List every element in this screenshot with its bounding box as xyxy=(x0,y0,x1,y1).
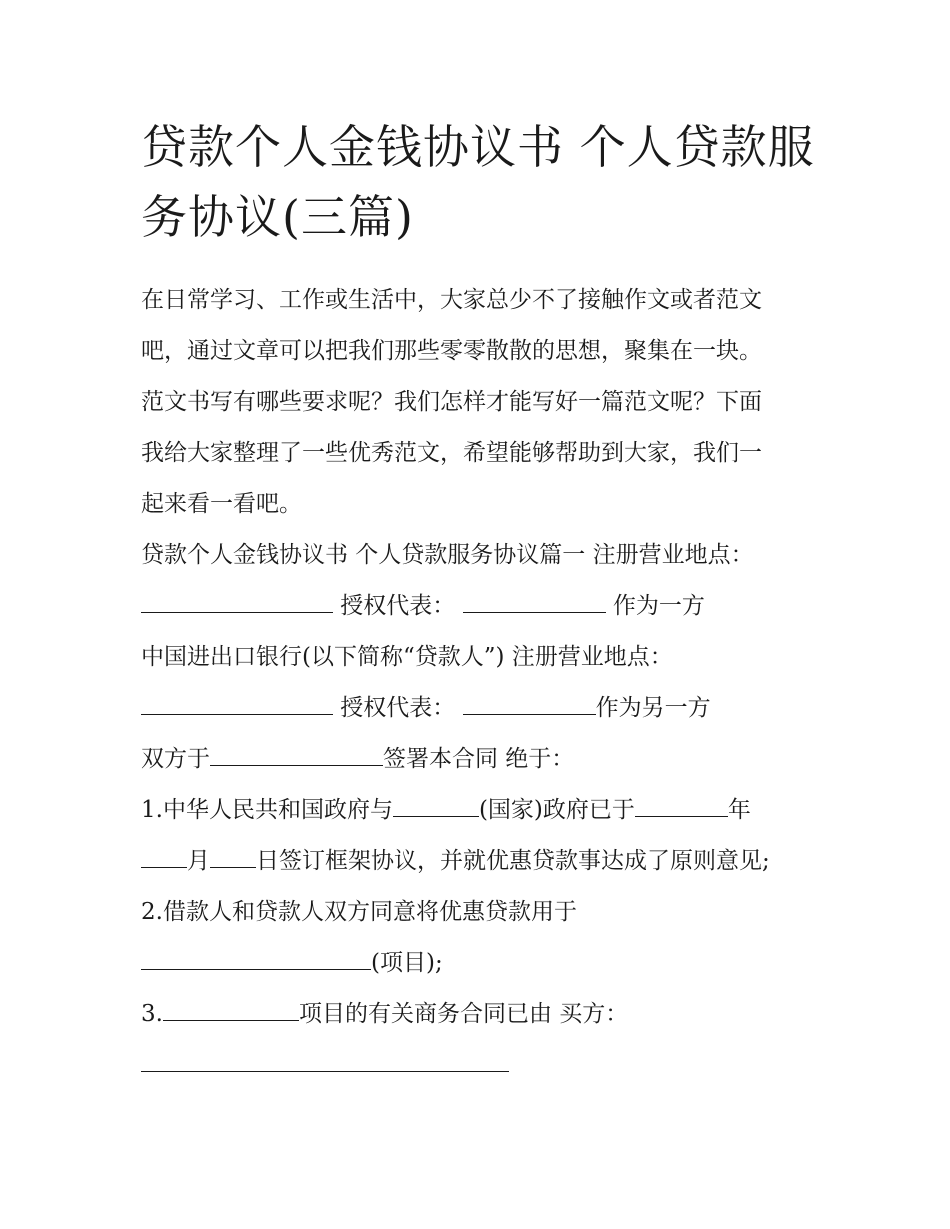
intro-line: 我给大家整理了一些优秀范文，希望能够帮助到大家，我们一 xyxy=(141,440,762,466)
rep-label: 授权代表： xyxy=(333,695,456,721)
fill-blank-project-name xyxy=(163,992,299,1021)
buyer-line xyxy=(141,1040,821,1091)
fill-blank-project xyxy=(141,941,371,970)
fill-blank-date xyxy=(210,737,383,766)
fill-blank-address xyxy=(141,584,333,613)
item-1-rest: 日签订框架协议，并就优惠贷款事达成了原则意见; xyxy=(256,848,770,874)
item-1-year: 年 xyxy=(727,797,751,823)
intro-line: 起来看一看吧。 xyxy=(141,491,302,517)
item-1-month: 月 xyxy=(187,848,210,874)
item-1-prefix: 1.中华人民共和国政府与 xyxy=(141,797,393,823)
fill-blank-day xyxy=(210,839,256,868)
item-3-prefix: 3. xyxy=(141,1001,163,1027)
item-1-country: (国家)政府已于 xyxy=(478,797,635,823)
intro-line: 在日常学习、工作或生活中，大家总少不了接触作文或者范文 xyxy=(141,287,762,313)
item-1-continued xyxy=(141,836,821,887)
intro-line: 吧，通过文章可以把我们那些零零散散的思想，聚集在一块。 xyxy=(141,338,762,364)
intro-line: 范文书写有哪些要求呢？我们怎样才能写好一篇范文呢？下面 xyxy=(141,389,762,415)
fill-blank-address xyxy=(141,686,333,715)
sign-line xyxy=(141,734,821,785)
party-two-line xyxy=(141,683,821,734)
item-2-project: (项目); xyxy=(371,950,443,976)
fill-blank-buyer xyxy=(141,1043,509,1072)
fill-blank-country xyxy=(393,788,479,817)
item-3-rest: 项目的有关商务合同已由 买方： xyxy=(298,1001,629,1027)
intro-paragraph xyxy=(141,275,821,530)
fill-blank-month xyxy=(141,839,187,868)
sign-prefix: 双方于 xyxy=(141,746,210,772)
fill-blank-representative xyxy=(463,584,606,613)
item-3-line xyxy=(141,989,821,1040)
rep-label: 授权代表： xyxy=(333,593,456,619)
contract-heading: 贷款个人金钱协议书 个人贷款服务协议篇一 注册营业地点： xyxy=(141,542,754,568)
contract-body xyxy=(141,530,821,1091)
bank-line: 中国进出口银行(以下简称“贷款人”) 注册营业地点： xyxy=(141,644,673,670)
party-suffix: 作为一方 xyxy=(605,593,705,619)
item-1-line xyxy=(141,785,821,836)
item-2-line: 2.借款人和贷款人双方同意将优惠贷款用于 xyxy=(141,899,577,925)
item-2-continued xyxy=(141,938,821,989)
fill-blank-representative xyxy=(463,686,596,715)
document-title: 贷款个人金钱协议书 个人贷款服务协议(三篇) xyxy=(141,120,815,244)
party-one-line xyxy=(141,581,821,632)
sign-suffix: 签署本合同 绝于： xyxy=(383,746,575,772)
fill-blank-year xyxy=(635,788,728,817)
party-suffix: 作为另一方 xyxy=(595,695,711,721)
